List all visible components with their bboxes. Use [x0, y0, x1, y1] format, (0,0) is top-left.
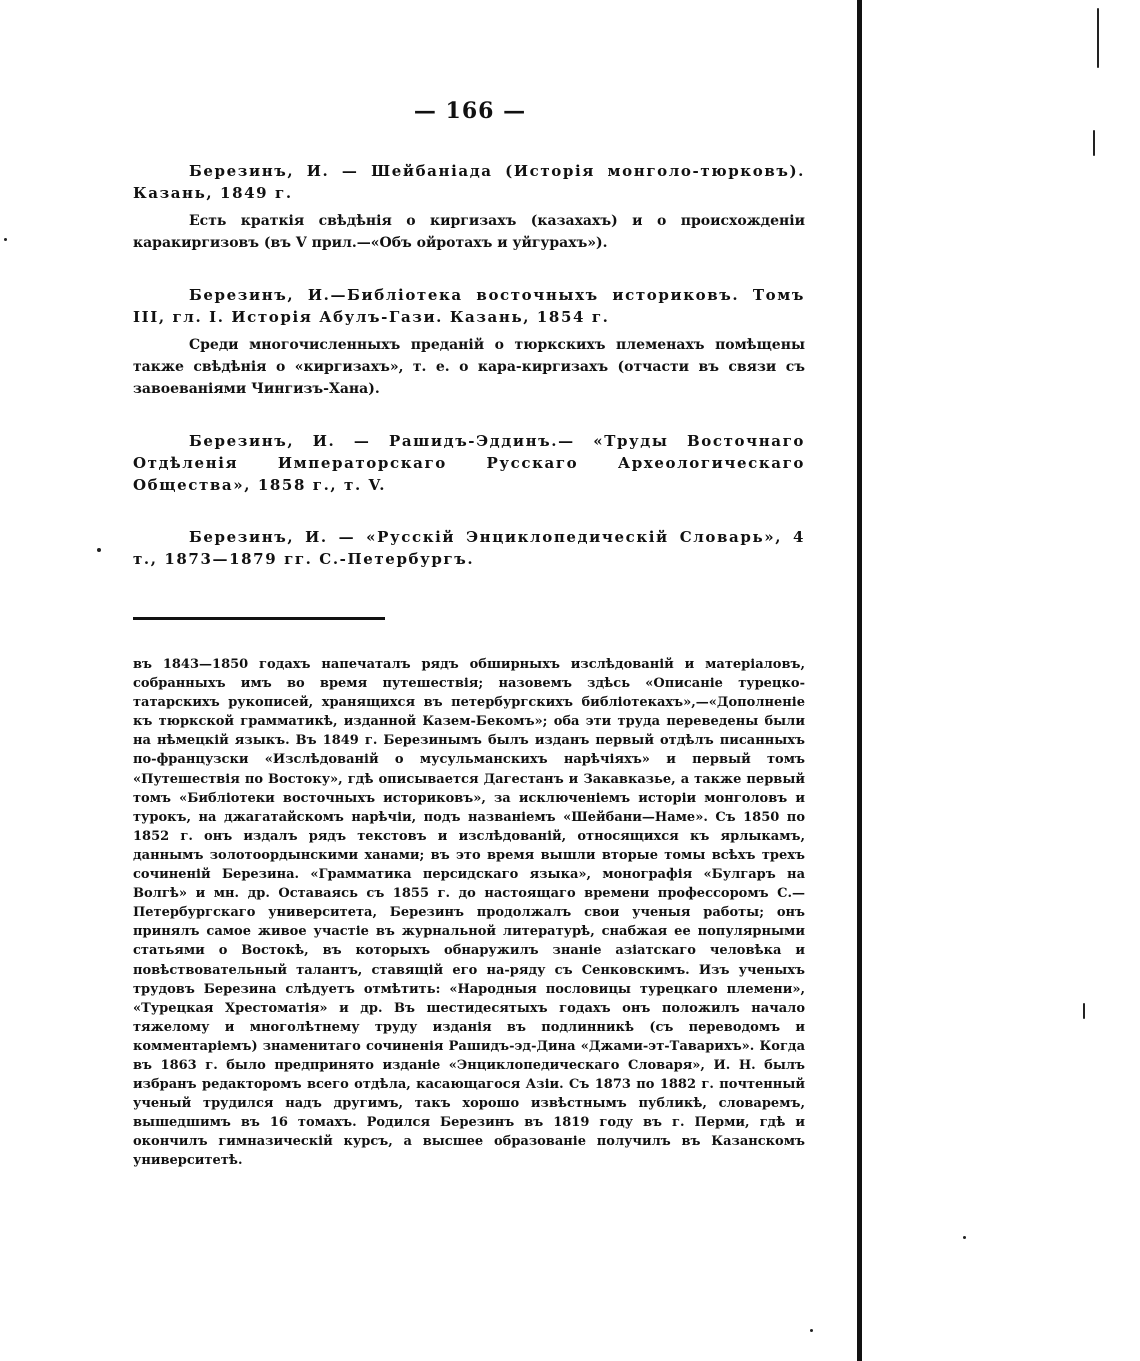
entry-citation: Березинъ, И. — Рашидъ-Эддинъ.— «Труды Восточнаго Отдѣленія Императорскаго Русскаго Археологическаго Общества», 1858 г., т. V.: [133, 432, 805, 494]
page-number: — 166 —: [413, 98, 527, 124]
scan-speck: [1083, 1003, 1085, 1019]
bibliography-entry: [133, 430, 805, 496]
page-edge-rule: [857, 0, 862, 1361]
bibliography-entry: [133, 160, 805, 254]
entry-annotation: Среди многочисленныхъ преданій о тюркскихъ племенахъ помѣщены также свѣдѣнія о «киргизахъ», т. е. о кара-киргизахъ (отчасти въ связи съ завоеваніями Чингизъ-Хана).: [133, 337, 805, 397]
scan-speck: [4, 238, 7, 241]
footnote-text: въ 1843—1850 годахъ напечаталъ рядъ обширныхъ изслѣдованій и матеріаловъ, собранныхъ имъ во время путешествія; назовемъ здѣсь «Описаніе турецко-татарскихъ рукописей, хранящихся въ петербургскихъ библіотекахъ»,—«Дополненіе къ тюркской грамматикѣ, изданной Казем-Бекомъ»; оба эти труда переведены были на нѣмецкій языкъ. Въ 1849 г. Березинымъ былъ изданъ первый отдѣлъ писанныхъ по-французски «Изслѣдованій о мусульманскихъ нарѣчіяхъ» и первый томъ «Путешествія по Востоку», гдѣ описывается Дагестанъ и Закавказье, а также первый томъ «Библіотеки восточныхъ историковъ», за исключеніемъ исторіи монголовъ и турокъ, на джагатайскомъ нарѣчіи, подъ названіемъ «Шейбани—Наме». Съ 1850 по 1852 г. онъ издалъ рядъ текстовъ и изслѣдованій, относящихся къ ярлыкамъ, даннымъ золотоордынскими ханами; въ это время вышли вторые томы всѣхъ трехъ сочиненій Березина. «Грамматика персидскаго языка», монографія «Булгаръ на Волгѣ» и мн. др. Оставаясь съ 1855 г. до настоящаго времени профессоромъ С.—Петербургскаго университета, Березинъ продолжалъ свои ученыя работы; онъ принялъ самое живое участіе въ журнальной литературѣ, снабжая ее популярными статьями о Востокѣ, въ которыхъ обнаружилъ знаніе азіатскаго человѣка и повѣствовательный талантъ, ставящій его на-ряду съ Сенковскимъ. Изъ ученыхъ трудовъ Березина слѣдуетъ отмѣтить: «Народныя пословицы турецкаго племени», «Турецкая Хрестоматія» и др. Въ шестидесятыхъ годахъ онъ положилъ начало тяжелому и многолѣтнему труду изданія въ подлинникѣ (съ переводомъ и комментаріемъ) знаменитаго сочиненія Рашидъ-эд-Дина «Джами-эт-Таварихъ». Когда въ 1863 г. было предпринято изданіе «Энциклопедическаго Словаря», И. Н. былъ избранъ редакторомъ всего отдѣла, касающагося Азіи. Съ 1873 по 1882 г. почтенный ученый трудился надъ другимъ, такъ хорошо извѣстнымъ публикѣ, словаремъ, вышедшимъ въ 16 томахъ. Родился Березинъ въ 1819 году въ г. Перми, гдѣ и окончилъ гимназическій курсъ, а высшее образованіе получилъ въ Казанскомъ университетѣ.: [133, 657, 805, 1169]
bibliography-list: [133, 160, 805, 600]
entry-annotation: Есть краткія свѣдѣнія о киргизахъ (казахахъ) и о происхожденіи каракиргизовъ (въ V прил.—«Объ ойротахъ и уйгурахъ»).: [133, 213, 805, 251]
scan-speck: [97, 548, 101, 552]
scan-speck: [963, 1236, 966, 1239]
footnote-separator: [133, 617, 385, 620]
entry-citation: Березинъ, И.—Библіотека восточныхъ историковъ. Томъ III, гл. I. Исторія Абулъ-Гази. Казань, 1854 г.: [133, 286, 805, 326]
entry-citation: Березинъ, И. — Шейбаніада (Исторія монголо-тюрковъ). Казань, 1849 г.: [133, 162, 805, 202]
scan-speck: [1097, 8, 1099, 68]
bibliography-entry: [133, 526, 805, 570]
entry-citation: Березинъ, И. — «Русскій Энциклопедическій Словарь», 4 т., 1873—1879 гг. С.-Петербургъ.: [133, 528, 805, 568]
scan-speck: [1093, 130, 1095, 156]
bibliography-entry: [133, 284, 805, 400]
scan-speck: [810, 1329, 813, 1332]
